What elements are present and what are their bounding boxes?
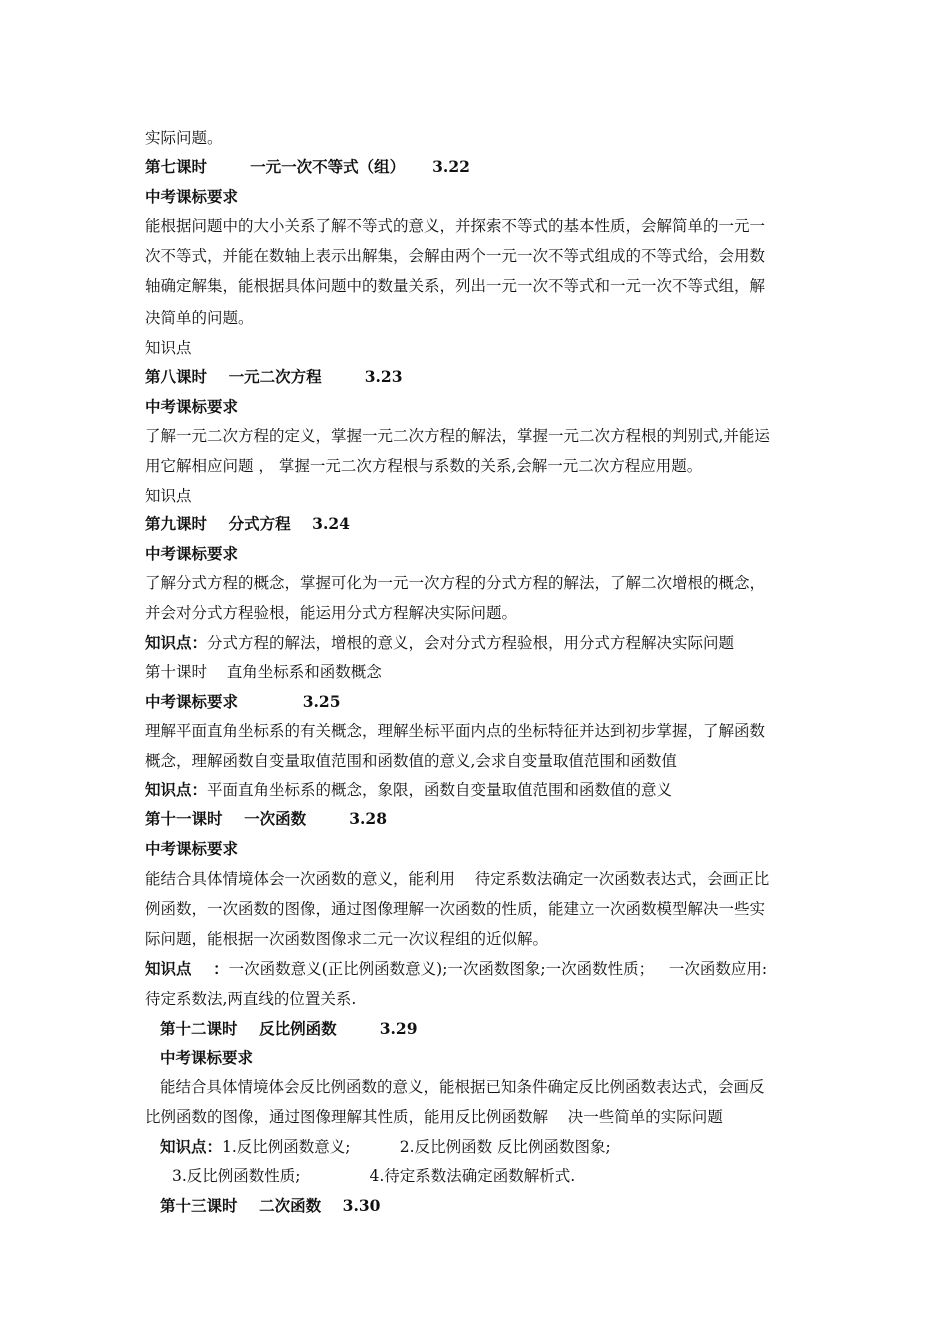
knowledge-point-line (145, 959, 767, 979)
paragraph-continuation: 实际问题。 (145, 129, 223, 147)
requirements-heading: 中考课标要求 3.25 (145, 692, 341, 711)
body-text: 了解一元二次方程的定义，掌握一元二次方程的解法，掌握一元二次方程根的判别式,并能运 (145, 427, 770, 445)
knowledge-point-text: 平面直角坐标系的概念，象限，函数自变量取值范围和函数值的意义 (207, 781, 673, 799)
requirements-heading: 中考课标要求 (160, 1048, 254, 1067)
lesson-13-heading: 第十三课时 二次函数 3.30 (160, 1196, 381, 1215)
body-text: 用它解相应问题 ， 掌握一元二次方程根与系数的关系,会解一元二次方程应用题。 (145, 457, 703, 475)
knowledge-point-label: 知识点 (145, 487, 192, 505)
knowledge-point-label: 知识点： (160, 1137, 223, 1156)
knowledge-point-label: 知识点 (145, 339, 192, 357)
knowledge-point-line (145, 780, 672, 800)
body-text: 决简单的问题。 (145, 309, 254, 327)
knowledge-point-line (145, 633, 734, 653)
knowledge-point-text: 分式方程的解法，增根的意义，会对分式方程验根，用分式方程解决实际问题 (207, 634, 735, 652)
body-text: 并会对分式方程验根，能运用分式方程解决实际问题。 (145, 604, 518, 622)
body-text: 概念，理解函数自变量取值范围和函数值的意义,会求自变量取值范围和函数值 (145, 752, 677, 770)
knowledge-point-label: 知识点： (145, 633, 208, 652)
knowledge-point-text: 1.反比例函数意义; 2.反比例函数 反比例函数图象; (222, 1138, 611, 1156)
knowledge-point-label: 知识点： (145, 780, 208, 799)
lesson-10-heading: 第十课时 直角坐标系和函数概念 (145, 663, 382, 681)
requirements-heading: 中考课标要求 (145, 544, 239, 563)
lesson-12-heading: 第十二课时 反比例函数 3.29 (160, 1019, 418, 1038)
lesson-7-heading: 第七课时 一元一次不等式（组） 3.22 (145, 157, 470, 176)
body-text: 次不等式，并能在数轴上表示出解集，会解由两个一元一次不等式组成的不等式给，会用数 (145, 247, 766, 265)
requirements-heading: 中考课标要求 (145, 839, 239, 858)
body-text: 能结合具体情境体会一次函数的意义，能利用 待定系数法确定一次函数表达式，会画正比 (145, 870, 770, 888)
knowledge-point-text: 一次函数意义(正比例函数意义);一次函数图象;一次函数性质； 一次函数应用: (228, 960, 768, 978)
body-text: 比例函数的图像，通过图像理解其性质，能用反比例函数解 决一些简单的实际问题 (145, 1108, 723, 1126)
lesson-8-heading: 第八课时 一元二次方程 3.23 (145, 367, 403, 386)
knowledge-point-line (160, 1137, 611, 1157)
lesson-11-heading: 第十一课时 一次函数 3.28 (145, 809, 388, 828)
lesson-9-heading: 第九课时 分式方程 3.24 (145, 514, 350, 533)
knowledge-point-label: 知识点 ： (145, 959, 229, 978)
body-text: 能根据问题中的大小关系了解不等式的意义，并探索不等式的基本性质，会解简单的一元一 (145, 217, 766, 235)
knowledge-point-text: 3.反比例函数性质; 4.待定系数法确定函数解析式. (172, 1167, 576, 1185)
body-text: 际问题，能根据一次函数图像求二元一次议程组的近似解。 (145, 930, 549, 948)
body-text: 能结合具体情境体会反比例函数的意义，能根据已知条件确定反比例函数表达式，会画反 (160, 1078, 765, 1096)
body-text: 了解分式方程的概念，掌握可化为一元一次方程的分式方程的解法，了解二次增根的概念， (145, 574, 766, 592)
body-text: 轴确定解集，能根据具体问题中的数量关系，列出一元一次不等式和一元一次不等式组，解 (145, 277, 766, 295)
requirements-heading: 中考课标要求 (145, 397, 239, 416)
body-text: 理解平面直角坐标系的有关概念，理解坐标平面内点的坐标特征并达到初步掌握，了解函数 (145, 722, 766, 740)
body-text: 待定系数法,两直线的位置关系. (145, 990, 357, 1008)
requirements-heading: 中考课标要求 (145, 187, 239, 206)
body-text: 例函数，一次函数的图像，通过图像理解一次函数的性质，能建立一次函数模型解决一些实 (145, 900, 766, 918)
